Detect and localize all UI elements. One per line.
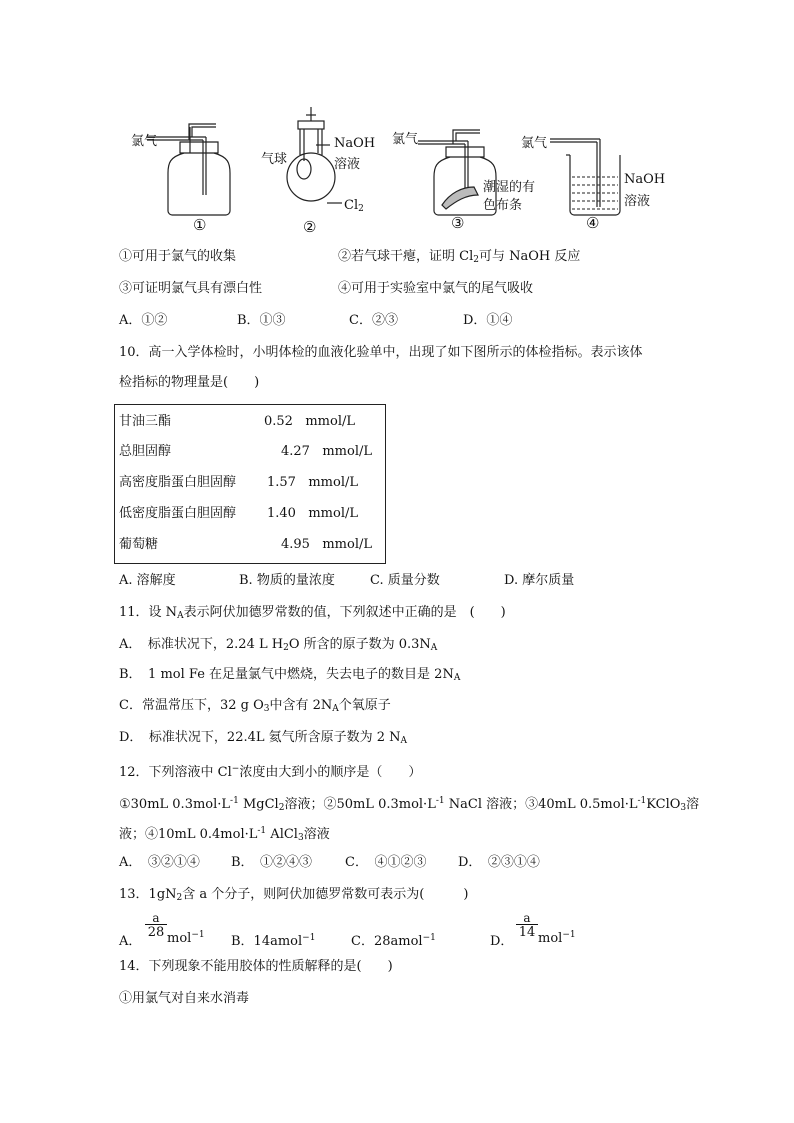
q10-option-c[interactable]: C. 质量分数 [370,573,440,588]
q9-statement-1: ①可用于氯气的收集 [119,249,237,264]
q12-options [119,854,540,872]
q10-stem-line-2: 检指标的物理量是( ) [119,375,260,390]
apparatus-number-3: ③ [451,214,465,232]
label-naoh-4: NaOH [624,172,666,187]
table-row: 葡萄糖 [119,537,159,552]
q12-option-d[interactable]: D． ②③①④ [458,855,540,870]
table-value: 1.40 mmol/L [267,506,359,521]
q13-option-c[interactable]: C．28amol$^{-1}$ [351,933,436,949]
q13-option-b[interactable]: B．14amol$^{-1}$ [231,933,316,949]
beaker-4-drawing [550,139,620,215]
q11-stem: 11．设 $N_A$表示阿伏加德罗常数的值，下列叙述中正确的是 ( ) [119,605,506,621]
apparatus-number-1: ① [193,216,207,234]
table-row: 总胆固醇 [119,444,172,459]
q9-option-c[interactable]: C．②③ [349,313,398,328]
q11-option-a[interactable]: A． 标准状况下，2.24 L $H_2O$ 所含的原子数为 $0.3N_A$ [119,637,438,653]
table-value: 4.27 mmol/L [281,444,373,459]
label-solution-2: 溶液 [334,157,361,172]
q10-stem-line-1: 10．高一入学体检时，小明体检的血液化验单中，出现了如下图所示的体检指标。表示该体 [119,345,643,360]
apparatus-number-2: ② [303,218,317,236]
q12-stem: 12．下列溶液中 Cl−浓度由大到小的顺序是（ ） [119,764,422,780]
q9-statement-3: ③可证明氯气具有漂白性 [119,281,263,296]
q12-option-a[interactable]: A． ③②①④ [119,855,200,870]
label-solution-4: 溶液 [624,194,651,209]
q12-solutions-line-2: 液；④10mL $0.4mol\cdot L^{-1}$ AlCl$_3$溶液 [119,826,330,843]
q14-item-1: ①用氯气对自来水消毒 [119,991,250,1006]
q9-option-d[interactable]: D．①④ [463,313,513,328]
q9-option-a[interactable]: A．①② [119,313,168,328]
label-chlorine-4: 氯气 [521,136,548,151]
q9-statement-2: ②若气球干瘪，证明 $Cl_2$可与 NaOH 反应 [338,249,581,265]
label-wet-cloth-1: 潮湿的有 [483,180,536,195]
table-row: 低密度脂蛋白胆固醇 [119,506,237,521]
q11-option-b[interactable]: B． 1 mol Fe 在足量氯气中燃烧，失去电子的数目是 $2N_A$ [119,667,461,683]
q12-option-b[interactable]: B． ①②④③ [231,855,313,870]
table-value: 4.95 mmol/L [281,537,373,552]
q10-options [119,572,574,590]
q12-option-c[interactable]: C． ④①②③ [345,855,427,870]
label-wet-cloth-2: 色布条 [483,198,523,213]
q11-option-d[interactable]: D． 标准状况下，22.4L 氦气所含原子数为 2 $N_A$ [119,730,408,746]
q10-option-d[interactable]: D. 摩尔质量 [504,573,575,588]
bottle-1-drawing [147,124,230,215]
q10-option-a[interactable]: A. 溶解度 [119,573,176,588]
label-balloon: 气球 [261,152,288,167]
apparatus-number-4: ④ [586,214,600,232]
label-chlorine-1: 氯气 [131,134,158,149]
q13-option-a-fraction: a 28 [145,912,167,940]
q9-option-b[interactable]: B．①③ [237,313,286,328]
blood-test-table [114,404,386,564]
label-naoh-2: NaOH [334,136,376,151]
q9-statement-4: ④可用于实验室中氯气的尾气吸收 [338,281,534,296]
q14-stem: 14．下列现象不能用胶体的性质解释的是( ) [119,959,393,974]
table-row: 甘油三酯 [119,414,172,429]
label-cl2: $Cl_2$ [344,198,364,214]
q9-options [119,312,512,330]
table-value: 1.57 mmol/L [267,475,359,490]
table-row: 高密度脂蛋白胆固醇 [119,475,237,490]
q12-solutions-line-1: ①30mL $0.3mol\cdot L^{-1}$ MgCl$_2$溶液；②50mL $0.3mol\cdot L^{-1}$ NaCl 溶液；③40mL $0.5mol\cdot L^{-1}KClO_3$溶 [119,796,700,813]
q13-option-d-fraction: a 14 [516,912,538,940]
q11-option-c[interactable]: C．常温常压下，32 g $O_3$中含有 $2N_A$个氧原子 [119,698,391,714]
table-value: 0.52 mmol/L [264,414,356,429]
q10-option-b[interactable]: B. 物质的量浓度 [239,573,335,588]
q13-stem: 13．$1gN_2$含 a 个分子，则阿伏加德罗常数可表示为( ) [119,887,469,903]
label-chlorine-3: 氯气 [392,132,419,147]
